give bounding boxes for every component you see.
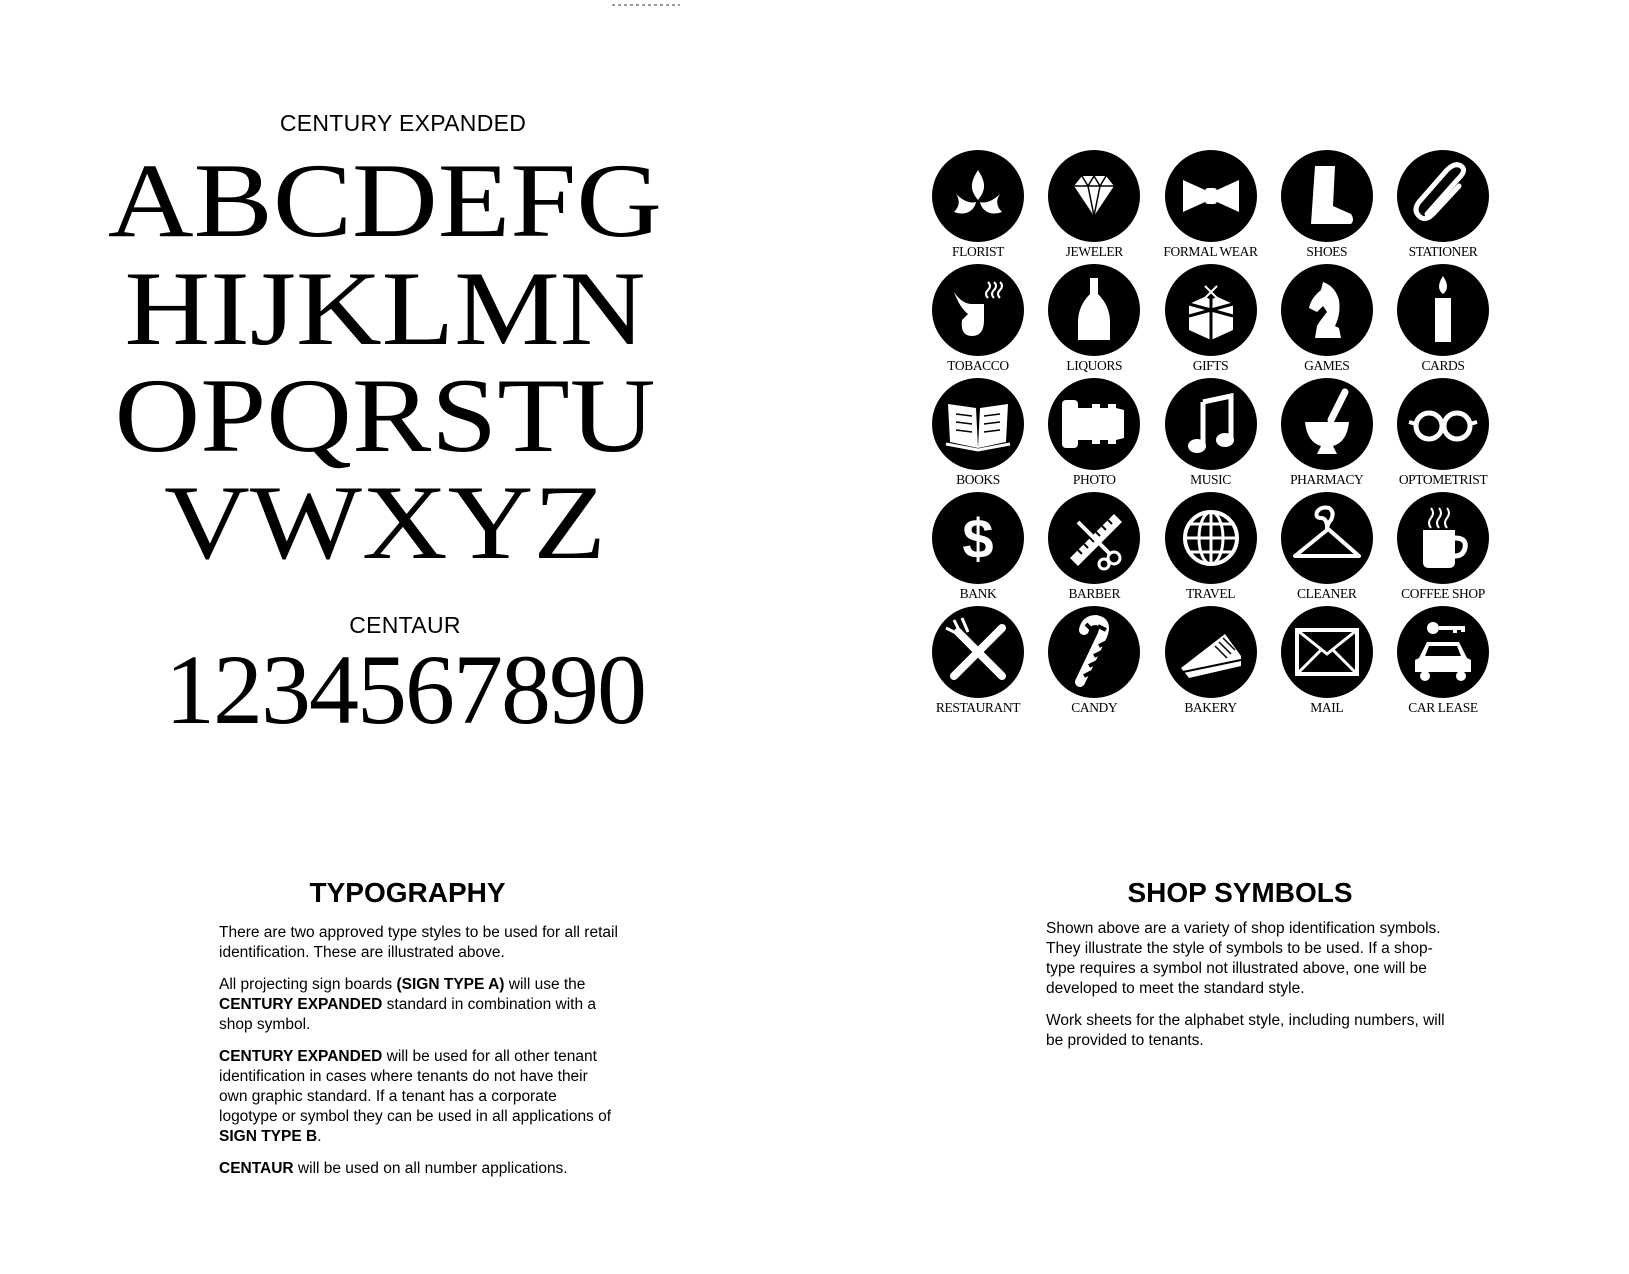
shop-symbol [918, 492, 1038, 612]
text-span: All projecting sign boards [219, 976, 397, 993]
shop-symbols-paragraph-2: Work sheets for the alphabet style, including numbers, will be provided to tenants. [1046, 1012, 1445, 1049]
shop-symbol-label: GIFTS [1192, 358, 1229, 373]
camera-lens-icon [1048, 378, 1140, 470]
coffee-mug-icon [1397, 492, 1489, 584]
shop-symbol-label: BAKERY [1184, 700, 1237, 715]
candy-cane-icon [1048, 606, 1140, 698]
shop-symbol-label: PHOTO [1072, 472, 1116, 487]
shop-symbol-label: FORMAL WEAR [1163, 244, 1258, 259]
typography-title: TYPOGRAPHY [309, 877, 506, 908]
pipe-icon [932, 264, 1024, 356]
shop-symbol-label: TOBACCO [947, 358, 1009, 373]
shop-symbol [918, 150, 1038, 270]
diamond-icon [1048, 150, 1140, 242]
text-span: will be used on all number applications. [293, 1160, 568, 1177]
shop-symbol-label: BOOKS [956, 472, 1000, 487]
shop-symbol [1034, 492, 1154, 612]
century-expanded-label: CENTURY EXPANDED [279, 110, 527, 136]
shop-symbol-label: MAIL [1310, 700, 1344, 715]
chess-knight-icon [1281, 264, 1373, 356]
shop-symbol [918, 378, 1038, 498]
dollar-icon [932, 492, 1024, 584]
shop-symbol-label: OPTOMETRIST [1398, 472, 1488, 487]
centaur-label: CENTAUR [349, 612, 461, 638]
centaur-numerals: 1234567890 [165, 634, 645, 745]
shop-symbol [1267, 264, 1387, 384]
shop-symbol-label: BARBER [1068, 586, 1121, 601]
shop-symbol [1267, 606, 1387, 726]
centaur-emphasis: CENTAUR [219, 1160, 294, 1177]
shop-symbol-label: STATIONER [1408, 244, 1478, 259]
shop-symbol-label: GAMES [1304, 358, 1350, 373]
cake-slice-icon [1165, 606, 1257, 698]
comb-scissors-icon [1048, 492, 1140, 584]
shop-symbol [1383, 606, 1503, 726]
florist-icon [932, 150, 1024, 242]
shop-symbol-label: LIQUORS [1066, 358, 1123, 373]
shop-symbol [1383, 378, 1503, 498]
sign-type-a-emphasis: (SIGN TYPE A) [396, 976, 505, 993]
shop-symbol-label: RESTAURANT [935, 700, 1021, 715]
shop-symbol [1151, 378, 1271, 498]
eyeglasses-icon [1397, 378, 1489, 470]
gift-icon [1165, 264, 1257, 356]
shop-symbol-label: CARDS [1421, 358, 1465, 373]
shop-symbol [1383, 150, 1503, 270]
shop-symbol [1034, 150, 1154, 270]
shop-symbol [1034, 264, 1154, 384]
shop-symbols-body [1046, 919, 1451, 1063]
shop-symbol-label: FLORIST [952, 244, 1004, 259]
alphabet-row-3: OPQRSTU [114, 357, 656, 474]
svg-text:$: $ [962, 507, 994, 570]
shop-symbol-label: MUSIC [1190, 472, 1231, 487]
typography-paragraph-1: There are two approved type styles to be used for all retail identification. These are illustrated above. [219, 924, 618, 961]
shop-symbols-title: SHOP SYMBOLS [1127, 877, 1353, 908]
alphabet-row-1: ABCDEFG [107, 142, 663, 259]
bottle-icon [1048, 264, 1140, 356]
century-expanded-emphasis: CENTURY EXPANDED [219, 1048, 383, 1065]
shop-symbol [1034, 378, 1154, 498]
car-key-icon [1397, 606, 1489, 698]
shop-symbol [1151, 492, 1271, 612]
shop-symbol [1151, 150, 1271, 270]
alphabet-row-2: HIJKLMN [124, 250, 646, 367]
music-note-icon [1165, 378, 1257, 470]
shop-symbol [918, 606, 1038, 726]
text-span: will use the [504, 976, 586, 993]
typography-paragraph-2 [219, 975, 619, 1035]
hanger-icon [1281, 492, 1373, 584]
open-book-icon [932, 378, 1024, 470]
shop-symbol [1267, 378, 1387, 498]
text-span: . [317, 1128, 322, 1145]
shop-symbol-label: COFFEE SHOP [1401, 586, 1485, 601]
bow-tie-icon [1165, 150, 1257, 242]
shop-symbol-label: CAR LEASE [1408, 700, 1478, 715]
shop-symbol [1151, 264, 1271, 384]
shop-symbol-label: SHOES [1306, 244, 1348, 259]
shop-symbol-label: CANDY [1071, 700, 1118, 715]
shop-symbol-label: CLEANER [1297, 586, 1357, 601]
paper-clip-icon [1397, 150, 1489, 242]
fork-knife-icon [932, 606, 1024, 698]
typography-paragraph-4 [219, 1159, 619, 1179]
candle-icon [1397, 264, 1489, 356]
shop-symbol [1383, 264, 1503, 384]
shop-symbol [1267, 492, 1387, 612]
sign-type-b-emphasis: SIGN TYPE B [219, 1128, 318, 1145]
text-span: standard in combination with a shop symbol. [219, 996, 597, 1033]
shop-symbol-label: PHARMACY [1290, 472, 1364, 487]
shop-symbol [1383, 492, 1503, 612]
boot-icon [1281, 150, 1373, 242]
alphabet-row-4: VWXYZ [164, 464, 606, 581]
shop-symbol-grid [932, 150, 1537, 750]
shop-symbol [918, 264, 1038, 384]
shop-symbol-label: BANK [959, 586, 997, 601]
typography-body [219, 923, 619, 1191]
shop-symbols-paragraph-1: Shown above are a variety of shop identification symbols. They illustrate the style of symbols to be used. If a shop-type requires a symbol not illustrated above, one will be developed to meet the standard style. [1046, 920, 1441, 997]
envelope-icon [1281, 606, 1373, 698]
mortar-pestle-icon [1281, 378, 1373, 470]
scan-mark [612, 4, 680, 6]
globe-icon [1165, 492, 1257, 584]
century-expanded-emphasis: CENTURY EXPANDED [219, 996, 383, 1013]
shop-symbol-label: JEWELER [1065, 244, 1123, 259]
shop-symbol-label: TRAVEL [1185, 586, 1236, 601]
text-span: will be used for all other tenant identification in cases where tenants do not have their own graphic standard. If a tenant has a corporate logotype or symbol they can be used in all applications of [219, 1048, 612, 1125]
shop-symbol [1034, 606, 1154, 726]
shop-symbol [1267, 150, 1387, 270]
shop-symbol [1151, 606, 1271, 726]
typography-paragraph-3 [219, 1047, 619, 1147]
